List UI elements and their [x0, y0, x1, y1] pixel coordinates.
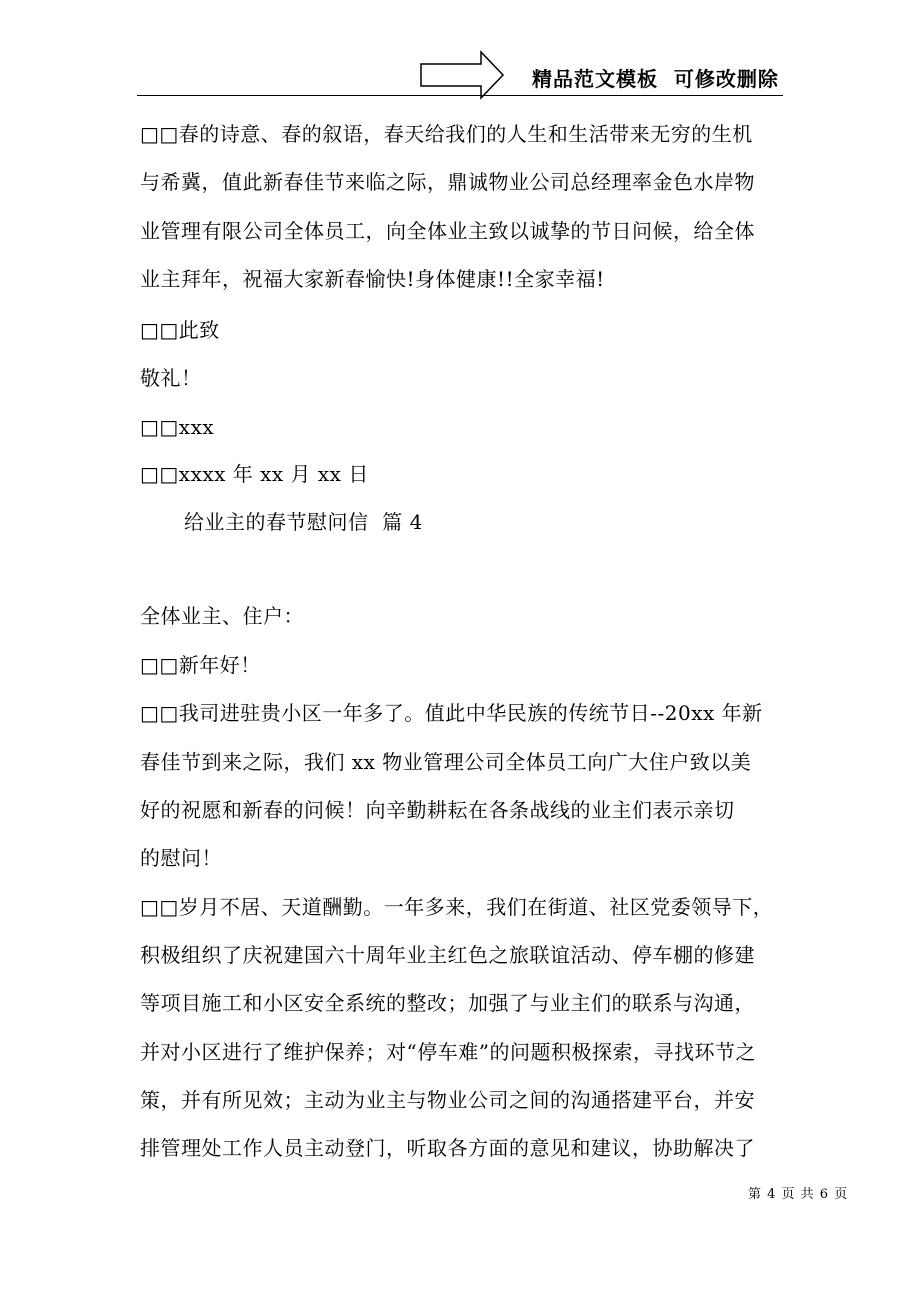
- body-line: 积极组织了庆祝建国六十周年业主红色之旅联谊活动、停车棚的修建: [140, 943, 755, 967]
- header-title: 精品范文模板 可修改删除: [532, 67, 779, 91]
- body-line: 的慰问！: [140, 846, 222, 870]
- body-line: □□xxx: [140, 415, 215, 439]
- body-line: □□此致: [140, 318, 220, 342]
- body-line: 业管理有限公司全体员工，向全体业主致以诚挚的节日问候，给全体: [140, 219, 755, 243]
- body-line: 排管理处工作人员主动登门，听取各方面的意见和建议，协助解决了: [140, 1136, 755, 1160]
- body-line: 春佳节到来之际，我们 xx 物业管理公司全体员工向广大住户致以美: [140, 750, 752, 774]
- body-line: 等项目施工和小区安全系统的整改；加强了与业主们的联系与沟通，: [140, 991, 755, 1015]
- body-line: □□我司进驻贵小区一年多了。值此中华民族的传统节日--20xx 年新: [140, 701, 763, 725]
- body-line: 业主拜年，祝福大家新春愉快!身体健康!!全家幸福!: [140, 267, 605, 291]
- header-divider: [137, 95, 783, 96]
- salutation: 全体业主、住户：: [140, 604, 304, 628]
- body-line: 并对小区进行了维护保养；对“停车难”的问题积极探索，寻找环节之: [140, 1040, 756, 1064]
- body-line: 策，并有所见效；主动为业主与物业公司之间的沟通搭建平台，并安: [140, 1088, 755, 1112]
- arrow-icon: [419, 50, 505, 100]
- page-number: 第 4 页 共 6 页: [748, 1187, 849, 1202]
- body-line: 与希冀，值此新春佳节来临之际，鼎诚物业公司总经理率金色水岸物: [140, 170, 755, 194]
- body-line: □□春的诗意、春的叙语，春天给我们的人生和生活带来无穷的生机: [140, 122, 753, 146]
- body-line: □□岁月不居、天道酬勤。一年多来，我们在街道、社区党委领导下，: [140, 895, 774, 919]
- body-line: 敬礼！: [140, 366, 202, 390]
- body-line: □□新年好！: [140, 653, 261, 677]
- body-line: 好的祝愿和新春的问候！向辛勤耕耘在各条战线的业主们表示亲切: [140, 798, 735, 822]
- body-line: □□xxxx 年 xx 月 xx 日: [140, 462, 369, 486]
- section-heading: 给业主的春节慰问信 篇 4: [184, 510, 423, 534]
